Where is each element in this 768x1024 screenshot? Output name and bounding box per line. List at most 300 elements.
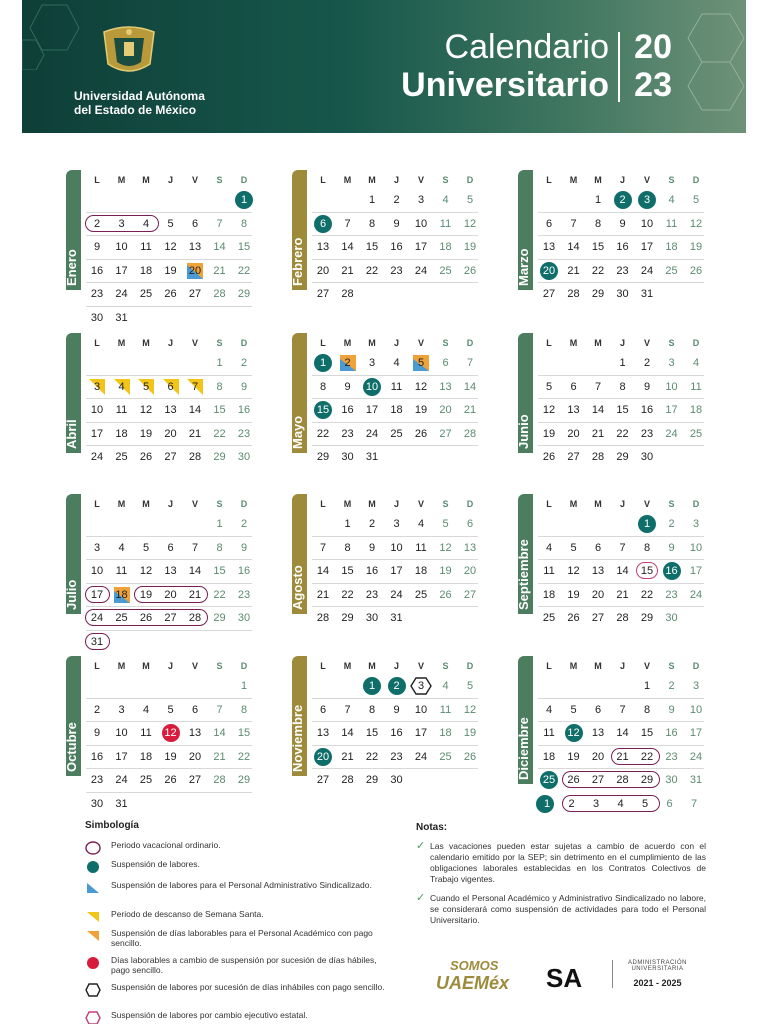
day-cell: 13 bbox=[316, 727, 330, 739]
day-cell: 21 bbox=[463, 404, 477, 416]
year-line1: 20 bbox=[634, 28, 672, 66]
row-separator bbox=[86, 306, 252, 307]
day-cell: 23 bbox=[365, 588, 379, 601]
weekday-header: S bbox=[216, 338, 223, 348]
somos-line2: UAEMéx bbox=[436, 973, 510, 993]
day-cell: 7 bbox=[570, 217, 577, 230]
day-cell: 1 bbox=[319, 357, 327, 369]
day-cell: 13 bbox=[164, 565, 177, 577]
university-name-line2: del Estado de México bbox=[74, 103, 197, 117]
row-separator bbox=[538, 559, 704, 560]
day-cell: 13 bbox=[463, 541, 477, 554]
row-separator bbox=[538, 536, 704, 537]
day-cell: 20 bbox=[188, 264, 202, 277]
day-cell: 22 bbox=[213, 427, 226, 440]
day-cell: 29 bbox=[616, 451, 629, 463]
day-cell: 24 bbox=[365, 427, 379, 440]
day-cell: 2 bbox=[240, 357, 248, 369]
day-cell: 13 bbox=[542, 241, 556, 253]
day-cell: 22 bbox=[365, 264, 379, 277]
weekday-header: S bbox=[668, 175, 675, 185]
year-line2: 23 bbox=[634, 66, 672, 104]
row-separator bbox=[312, 445, 478, 446]
day-cell: 22 bbox=[640, 750, 654, 763]
day-cell: 26 bbox=[164, 288, 177, 300]
title-line1: Calendario bbox=[444, 28, 609, 66]
weekday-header: M bbox=[343, 661, 352, 671]
day-cell: 14 bbox=[213, 241, 226, 253]
day-cell: 20 bbox=[164, 427, 177, 440]
row-separator bbox=[538, 745, 704, 746]
day-cell: 4 bbox=[442, 680, 449, 692]
day-cell: 18 bbox=[139, 264, 153, 277]
month-septiembre bbox=[518, 494, 718, 634]
check-icon: ✓ bbox=[416, 840, 426, 852]
day-cell: 30 bbox=[390, 774, 403, 786]
day-cell: 23 bbox=[90, 288, 104, 300]
check-icon: ✓ bbox=[416, 892, 426, 904]
weekday-header: L bbox=[546, 338, 552, 348]
day-cell: 21 bbox=[341, 264, 354, 277]
day-cell: 21 bbox=[188, 588, 202, 601]
row-separator bbox=[312, 768, 478, 769]
day-cell: 5 bbox=[466, 680, 474, 692]
day-cell: 17 bbox=[390, 565, 403, 577]
day-cell: 31 bbox=[390, 612, 403, 624]
day-cell: 31 bbox=[365, 451, 379, 463]
day-cell: 13 bbox=[164, 404, 177, 416]
day-cell: 9 bbox=[344, 380, 351, 393]
day-cell: 27 bbox=[463, 588, 477, 601]
legend bbox=[85, 820, 395, 1020]
day-cell: 27 bbox=[316, 774, 330, 786]
row-separator bbox=[312, 721, 478, 722]
row-separator bbox=[538, 583, 704, 584]
day-cell: 15 bbox=[213, 565, 226, 577]
day-cell: 28 bbox=[188, 612, 202, 624]
day-cell: 31 bbox=[640, 288, 654, 300]
day-cell: 8 bbox=[319, 380, 327, 393]
row-separator bbox=[86, 282, 252, 283]
month-enero bbox=[64, 170, 266, 324]
row-separator bbox=[538, 606, 704, 607]
day-cell: 15 bbox=[316, 404, 330, 416]
day-cell: 9 bbox=[240, 380, 248, 393]
month-name: Mayo bbox=[290, 415, 305, 449]
row-separator bbox=[312, 559, 478, 560]
row-separator bbox=[86, 445, 252, 446]
month-label-tab bbox=[292, 170, 307, 290]
day-cell: 18 bbox=[439, 241, 452, 253]
month-label-tab bbox=[518, 656, 533, 784]
day-cell: 15 bbox=[341, 565, 354, 577]
next-year-day-cell: 2 bbox=[568, 797, 575, 810]
weekday-header: M bbox=[117, 175, 126, 185]
day-cell: 26 bbox=[567, 774, 580, 786]
day-cell: 8 bbox=[368, 217, 376, 230]
weekday-header: D bbox=[466, 175, 474, 185]
row-separator bbox=[312, 282, 478, 283]
day-cell: 23 bbox=[341, 427, 354, 440]
day-cell: 17 bbox=[689, 727, 703, 739]
day-cell: 10 bbox=[689, 703, 703, 716]
day-cell: 2 bbox=[393, 680, 400, 692]
day-cell: 6 bbox=[167, 380, 174, 393]
day-cell: 10 bbox=[640, 217, 654, 230]
day-cell: 20 bbox=[164, 588, 177, 601]
row-separator bbox=[86, 745, 252, 746]
day-cell: 28 bbox=[316, 612, 330, 624]
day-cell: 19 bbox=[439, 565, 452, 577]
day-cell: 9 bbox=[240, 541, 248, 554]
day-cell: 13 bbox=[188, 727, 202, 739]
weekday-header: M bbox=[368, 661, 376, 671]
day-cell: 25 bbox=[115, 612, 128, 624]
weekday-header: V bbox=[417, 338, 424, 348]
weekday-header: J bbox=[167, 338, 173, 348]
month-name: Marzo bbox=[516, 248, 531, 286]
day-cell: 6 bbox=[191, 217, 199, 230]
day-cell: 18 bbox=[414, 565, 428, 577]
day-cell: 26 bbox=[542, 451, 556, 463]
day-cell: 16 bbox=[616, 241, 629, 253]
weekday-header: V bbox=[191, 175, 198, 185]
day-cell: 3 bbox=[692, 518, 700, 530]
weekday-header: D bbox=[466, 499, 474, 509]
month-label-tab bbox=[518, 494, 533, 614]
weekday-header: M bbox=[142, 175, 150, 185]
day-cell: 23 bbox=[665, 588, 678, 601]
day-cell: 4 bbox=[545, 703, 553, 716]
day-cell: 10 bbox=[115, 727, 128, 739]
month-junio bbox=[518, 333, 718, 473]
title-line2: Universitario bbox=[401, 66, 609, 104]
note-item bbox=[416, 841, 706, 885]
day-cell: 13 bbox=[567, 404, 580, 416]
hexagon-icon bbox=[85, 983, 101, 997]
day-cell: 11 bbox=[390, 380, 403, 393]
day-cell: 2 bbox=[643, 357, 651, 369]
day-cell: 15 bbox=[237, 727, 251, 739]
row-separator bbox=[86, 398, 252, 399]
day-cell: 19 bbox=[689, 241, 703, 253]
day-cell: 29 bbox=[591, 288, 605, 300]
day-cell: 13 bbox=[188, 241, 202, 253]
weekday-header: D bbox=[466, 338, 474, 348]
weekday-header: M bbox=[569, 338, 578, 348]
day-cell: 28 bbox=[463, 427, 477, 440]
day-cell: 8 bbox=[594, 217, 602, 230]
day-cell: 16 bbox=[390, 241, 403, 253]
month-agosto bbox=[292, 494, 492, 634]
day-cell: 13 bbox=[591, 565, 605, 577]
weekday-header: V bbox=[643, 661, 650, 671]
month-name: Julio bbox=[64, 579, 79, 610]
month-febrero bbox=[292, 170, 492, 310]
next-year-day-cell: 1 bbox=[543, 797, 551, 810]
day-cell: 16 bbox=[237, 404, 251, 416]
day-cell: 5 bbox=[417, 357, 425, 369]
day-cell: 12 bbox=[139, 404, 153, 416]
day-cell: 2 bbox=[93, 217, 101, 230]
weekday-header: L bbox=[546, 175, 552, 185]
day-cell: 20 bbox=[542, 264, 556, 277]
day-cell: 18 bbox=[665, 241, 678, 253]
weekday-header: D bbox=[240, 661, 248, 671]
day-cell: 14 bbox=[188, 404, 202, 416]
row-separator bbox=[86, 606, 252, 607]
weekday-header: L bbox=[320, 499, 326, 509]
day-cell: 24 bbox=[115, 774, 128, 786]
weekday-header: D bbox=[692, 499, 700, 509]
day-cell: 26 bbox=[463, 264, 477, 277]
weekday-header: D bbox=[240, 338, 248, 348]
day-cell: 11 bbox=[439, 703, 452, 716]
day-cell: 24 bbox=[689, 588, 703, 601]
day-cell: 22 bbox=[640, 588, 654, 601]
weekday-header: M bbox=[117, 338, 126, 348]
day-cell: 12 bbox=[164, 241, 177, 253]
row-separator bbox=[312, 536, 478, 537]
day-cell: 25 bbox=[414, 588, 428, 601]
day-cell: 2 bbox=[668, 518, 675, 530]
month-name: Agosto bbox=[290, 565, 305, 610]
day-cell: 22 bbox=[316, 427, 330, 440]
day-cell: 14 bbox=[341, 241, 354, 253]
day-cell: 31 bbox=[689, 774, 703, 786]
day-cell: 27 bbox=[316, 288, 330, 300]
day-cell: 19 bbox=[567, 588, 580, 601]
weekday-header: J bbox=[393, 175, 399, 185]
day-cell: 7 bbox=[191, 380, 199, 393]
day-cell: 21 bbox=[616, 588, 629, 601]
weekday-header: L bbox=[546, 499, 552, 509]
day-cell: 5 bbox=[545, 380, 553, 393]
day-cell: 12 bbox=[164, 727, 177, 739]
day-cell: 4 bbox=[142, 703, 150, 716]
row-separator bbox=[86, 583, 252, 584]
footer-logos bbox=[436, 958, 706, 1002]
day-cell: 9 bbox=[668, 541, 675, 554]
orange-triangle-icon bbox=[85, 929, 101, 943]
day-cell: 23 bbox=[90, 774, 104, 786]
day-cell: 7 bbox=[466, 357, 474, 369]
day-cell: 26 bbox=[439, 588, 452, 601]
day-cell: 5 bbox=[570, 703, 577, 716]
admin-line2: UNIVERSITARIA bbox=[631, 966, 684, 972]
legend-text: Suspensión de labores por cambio ejecutivo estatal. bbox=[111, 1010, 308, 1020]
day-cell: 15 bbox=[237, 241, 251, 253]
day-cell: 4 bbox=[118, 541, 125, 554]
day-cell: 28 bbox=[591, 451, 605, 463]
day-cell: 17 bbox=[90, 427, 104, 440]
day-cell: 23 bbox=[390, 264, 403, 277]
day-cell: 27 bbox=[188, 774, 202, 786]
day-cell: 29 bbox=[237, 288, 251, 300]
day-cell: 4 bbox=[692, 357, 700, 369]
day-cell: 7 bbox=[619, 703, 626, 716]
day-cell: 19 bbox=[463, 727, 477, 739]
row-separator bbox=[86, 422, 252, 423]
day-cell: 7 bbox=[619, 541, 626, 554]
day-cell: 19 bbox=[567, 750, 580, 763]
day-cell: 20 bbox=[591, 750, 605, 763]
weekday-header: J bbox=[619, 338, 625, 348]
day-cell: 22 bbox=[237, 750, 251, 763]
day-cell: 16 bbox=[90, 264, 104, 277]
day-cell: 14 bbox=[591, 404, 605, 416]
day-cell: 19 bbox=[414, 404, 428, 416]
day-cell: 24 bbox=[640, 264, 654, 277]
day-cell: 30 bbox=[365, 612, 379, 624]
month-mayo bbox=[292, 333, 492, 473]
day-cell: 29 bbox=[213, 612, 226, 624]
day-cell: 8 bbox=[619, 380, 626, 393]
row-separator bbox=[538, 259, 704, 260]
day-cell: 18 bbox=[390, 404, 403, 416]
day-cell: 22 bbox=[237, 264, 251, 277]
day-cell: 30 bbox=[90, 797, 104, 810]
day-cell: 17 bbox=[414, 241, 428, 253]
day-cell: 29 bbox=[640, 612, 654, 624]
day-cell: 19 bbox=[164, 264, 177, 277]
day-cell: 28 bbox=[567, 288, 580, 300]
weekday-header: M bbox=[117, 499, 126, 509]
row-separator bbox=[86, 212, 252, 213]
day-cell: 18 bbox=[115, 588, 128, 601]
day-cell: 6 bbox=[594, 703, 602, 716]
day-cell: 9 bbox=[668, 703, 675, 716]
day-cell: 7 bbox=[216, 703, 223, 716]
day-cell: 30 bbox=[665, 612, 678, 624]
day-cell: 25 bbox=[390, 427, 403, 440]
day-cell: 15 bbox=[365, 727, 379, 739]
month-name: Noviembre bbox=[290, 704, 305, 772]
day-cell: 8 bbox=[344, 541, 351, 554]
day-cell: 14 bbox=[341, 727, 354, 739]
day-cell: 20 bbox=[316, 750, 330, 763]
weekday-header: M bbox=[594, 499, 602, 509]
day-cell: 1 bbox=[216, 518, 223, 530]
weekday-header: M bbox=[368, 338, 376, 348]
weekday-header: V bbox=[417, 499, 424, 509]
weekday-header: S bbox=[442, 499, 449, 509]
day-cell: 14 bbox=[213, 727, 226, 739]
day-cell: 3 bbox=[368, 357, 376, 369]
day-cell: 19 bbox=[463, 241, 477, 253]
weekday-header: L bbox=[546, 661, 552, 671]
day-cell: 19 bbox=[139, 427, 153, 440]
day-cell: 5 bbox=[167, 703, 174, 716]
day-cell: 12 bbox=[542, 404, 556, 416]
day-cell: 5 bbox=[142, 380, 150, 393]
weekday-header: M bbox=[368, 499, 376, 509]
weekday-header: S bbox=[668, 499, 675, 509]
day-cell: 23 bbox=[237, 588, 251, 601]
day-cell: 6 bbox=[570, 380, 577, 393]
day-cell: 19 bbox=[139, 588, 153, 601]
day-cell: 18 bbox=[542, 588, 556, 601]
day-cell: 9 bbox=[619, 217, 626, 230]
day-cell: 24 bbox=[414, 750, 428, 763]
day-cell: 15 bbox=[640, 565, 654, 577]
row-separator bbox=[312, 375, 478, 376]
day-cell: 7 bbox=[191, 541, 199, 554]
day-cell: 18 bbox=[689, 404, 703, 416]
day-cell: 22 bbox=[341, 588, 354, 601]
weekday-header: S bbox=[442, 175, 449, 185]
weekday-header: S bbox=[216, 499, 223, 509]
day-cell: 12 bbox=[414, 380, 428, 393]
day-cell: 15 bbox=[365, 241, 379, 253]
university-logo bbox=[74, 24, 205, 117]
row-separator bbox=[312, 398, 478, 399]
weekday-header: M bbox=[343, 499, 352, 509]
row-separator bbox=[312, 606, 478, 607]
legend-text: Suspensión de días laborables para el Personal Académico con pago sencillo. bbox=[111, 928, 373, 948]
day-cell: 5 bbox=[692, 194, 700, 206]
notes bbox=[416, 822, 706, 934]
month-noviembre bbox=[292, 656, 492, 796]
day-cell: 24 bbox=[665, 427, 678, 440]
day-cell: 22 bbox=[591, 264, 605, 277]
day-cell: 24 bbox=[90, 612, 104, 624]
day-cell: 27 bbox=[591, 774, 605, 786]
month-name: Septiembre bbox=[516, 539, 531, 610]
day-cell: 12 bbox=[439, 541, 452, 554]
day-cell: 13 bbox=[591, 727, 605, 739]
day-cell: 22 bbox=[213, 588, 226, 601]
day-cell: 14 bbox=[567, 241, 580, 253]
weekday-header: J bbox=[393, 661, 399, 671]
day-cell: 16 bbox=[640, 404, 654, 416]
day-cell: 2 bbox=[344, 357, 351, 369]
day-cell: 16 bbox=[665, 565, 678, 577]
weekday-header: J bbox=[393, 499, 399, 509]
weekday-header: L bbox=[320, 661, 326, 671]
day-cell: 12 bbox=[139, 565, 153, 577]
day-cell: 9 bbox=[93, 727, 101, 739]
day-cell: 16 bbox=[341, 404, 354, 416]
row-separator bbox=[312, 422, 478, 423]
row-separator bbox=[312, 235, 478, 236]
day-cell: 5 bbox=[466, 194, 474, 206]
day-cell: 4 bbox=[118, 380, 125, 393]
day-cell: 30 bbox=[616, 288, 629, 300]
day-cell: 26 bbox=[463, 750, 477, 763]
day-cell: 20 bbox=[188, 750, 202, 763]
day-cell: 25 bbox=[139, 774, 153, 786]
row-separator bbox=[312, 212, 478, 213]
day-cell: 7 bbox=[594, 380, 602, 393]
day-cell: 20 bbox=[591, 588, 605, 601]
day-cell: 11 bbox=[543, 565, 555, 577]
row-separator bbox=[538, 282, 704, 283]
day-cell: 23 bbox=[665, 750, 678, 763]
day-cell: 29 bbox=[213, 451, 226, 463]
day-cell: 4 bbox=[142, 217, 150, 230]
day-cell: 10 bbox=[414, 703, 428, 716]
day-cell: 20 bbox=[439, 404, 452, 416]
somos-uaemex-logo bbox=[436, 958, 509, 993]
day-cell: 27 bbox=[542, 288, 556, 300]
day-cell: 28 bbox=[188, 451, 202, 463]
day-cell: 10 bbox=[115, 241, 128, 253]
day-cell: 17 bbox=[414, 727, 428, 739]
weekday-header: M bbox=[343, 175, 352, 185]
day-cell: 30 bbox=[90, 311, 104, 324]
month-label-tab bbox=[518, 333, 533, 453]
